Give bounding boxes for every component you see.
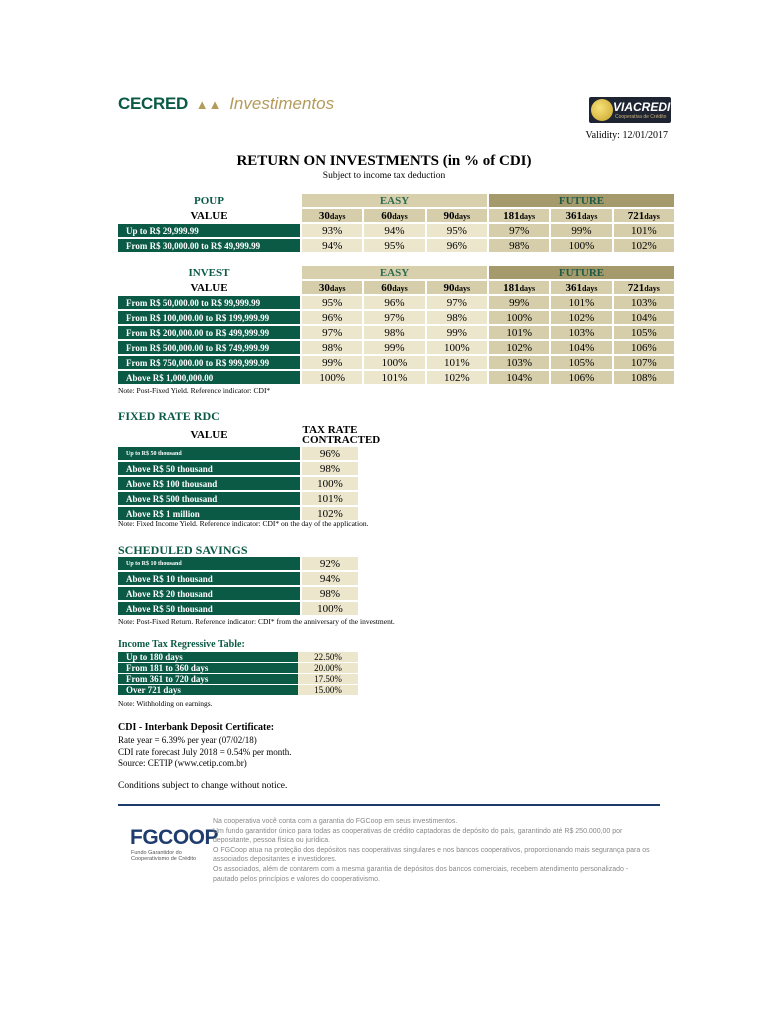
invest-rate-cell: 99%	[302, 356, 362, 369]
invest-future-header: FUTURE	[489, 266, 674, 279]
invest-rate-cell: 104%	[614, 311, 674, 324]
poup-rate-cell: 102%	[614, 239, 674, 252]
viacredi-wordmark: VIACREDI	[613, 100, 671, 114]
fgcoop-logo-subtitle: Fundo Garantidor do Cooperativismo de Crédito	[131, 850, 197, 862]
scheduled-row	[118, 602, 358, 615]
column-header-90-days: 90days	[427, 209, 487, 222]
invest-value-label: VALUE	[190, 281, 228, 294]
invest-row-label: From R$ 50,000.00 to R$ 99,999.99	[118, 296, 300, 309]
scheduled-rate-cell: 100%	[302, 602, 358, 615]
poup-rate-cell: 101%	[614, 224, 674, 237]
fixed-rate-cell: 100%	[302, 477, 358, 490]
invest-row-label: From R$ 750,000.00 to R$ 999,999.99	[118, 356, 300, 369]
column-header-unit: days	[644, 283, 660, 293]
fgcoop-paragraph-4: Os associados, além de contarem com a mesma garantia de depósitos dos bancos comerciais, recebem atendimento personalizado - pautado pelos princípios e valores do cooperativismo.	[213, 865, 629, 883]
scheduled-note: Note: Post-Fixed Return. Reference indicator: CDI* from the anniversary of the investment.	[118, 617, 395, 626]
column-header-361-days: 361days	[551, 281, 611, 294]
fixed-row-label: Above R$ 100 thousand	[118, 477, 300, 490]
viacredi-logo	[589, 97, 671, 123]
invest-rate-cell: 95%	[302, 296, 362, 309]
fixed-value-label: VALUE	[190, 429, 228, 441]
invest-rate-cell: 102%	[551, 311, 611, 324]
scheduled-row-label: Above R$ 20 thousand	[118, 587, 300, 600]
tax-rate-cell: 15.00%	[298, 685, 358, 695]
column-header-unit: days	[644, 211, 660, 221]
column-header-unit: days	[581, 211, 598, 221]
fgcoop-paragraph-2: Um fundo garantidor único para todas as cooperativas de crédito captadoras de depósito do país, garantindo até R$ 250.000,00 por depositante, pessoa física ou jurídica.	[213, 827, 623, 845]
fixed-rate-table	[116, 423, 381, 522]
column-header-60-days: 60days	[364, 209, 424, 222]
invest-rate-cell: 102%	[489, 341, 549, 354]
column-header-60-days: 60days	[364, 281, 424, 294]
tax-row-label: From 361 to 720 days	[118, 674, 298, 684]
fixed-row-label: Above R$ 1 million	[118, 507, 300, 520]
fixed-rate-cell: 101%	[302, 492, 358, 505]
tax-rate-cell: 20.00%	[298, 663, 358, 673]
poup-rate-cell: 99%	[551, 224, 611, 237]
fixed-row	[118, 492, 358, 505]
invest-row	[118, 341, 674, 354]
column-header-unit: days	[329, 211, 346, 221]
poup-value-label: VALUE	[190, 209, 228, 222]
invest-row	[118, 371, 674, 384]
fixed-row-label: Above R$ 500 thousand	[118, 492, 300, 505]
poup-future-header: FUTURE	[489, 194, 674, 207]
fixed-rate-cell: 98%	[302, 462, 358, 475]
cdi-title: CDI - Interbank Deposit Certificate:	[118, 722, 275, 733]
fixed-row	[118, 462, 358, 475]
column-header-361-days: 361days	[551, 209, 611, 222]
invest-rate-cell: 97%	[302, 326, 362, 339]
invest-rate-cell: 106%	[551, 371, 611, 384]
invest-rate-cell: 100%	[364, 356, 424, 369]
invest-rate-cell: 108%	[614, 371, 674, 384]
invest-title: INVEST	[188, 266, 230, 279]
poup-rate-cell: 100%	[551, 239, 611, 252]
footer-divider	[118, 804, 660, 806]
invest-rate-cell: 100%	[489, 311, 549, 324]
invest-rate-cell: 99%	[364, 341, 424, 354]
poup-rate-cell: 94%	[364, 224, 424, 237]
invest-row-label: From R$ 200,000.00 to R$ 499,999.99	[118, 326, 300, 339]
invest-rate-cell: 107%	[614, 356, 674, 369]
page-title: RETURN ON INVESTMENTS (in % of CDI)	[236, 153, 532, 169]
poup-rate-cell: 93%	[302, 224, 362, 237]
column-header-unit: days	[581, 283, 598, 293]
tax-row-label: Over 721 days	[118, 685, 298, 695]
invest-rate-cell: 104%	[489, 371, 549, 384]
invest-easy-header: EASY	[302, 266, 487, 279]
cecred-mark-icon: ▲▲	[195, 97, 222, 112]
invest-rate-cell: 100%	[302, 371, 362, 384]
invest-rate-cell: 101%	[427, 356, 487, 369]
poup-easy-header: EASY	[302, 194, 487, 207]
invest-rate-cell: 106%	[614, 341, 674, 354]
fgcoop-logo: FGCOOP	[130, 826, 219, 849]
invest-row-label: Above R$ 1,000,000.00	[118, 371, 300, 384]
page-subtitle: Subject to income tax deduction	[322, 171, 446, 181]
column-header-unit: days	[454, 211, 471, 221]
validity-date: Validity: 12/01/2017	[585, 130, 668, 141]
fgcoop-info	[213, 817, 653, 884]
tax-row	[118, 674, 358, 684]
conditions-text: Conditions subject to change without notice.	[118, 781, 288, 791]
fgcoop-paragraph-3: O FGCoop atua na proteção dos depósitos nas cooperativas singulares e nos bancos cooperativos, proporcionando mais segurança para os associados depositantes e investidores.	[213, 846, 650, 864]
invest-row-label: From R$ 100,000.00 to R$ 199,999.99	[118, 311, 300, 324]
column-header-30-days: 30days	[302, 209, 362, 222]
viacredi-emblem-icon	[591, 99, 613, 121]
column-header-30-days: 30days	[302, 281, 362, 294]
invest-rate-cell: 98%	[427, 311, 487, 324]
invest-rate-cell: 102%	[427, 371, 487, 384]
viacredi-tagline: Cooperativa de Crédito	[615, 114, 667, 120]
tax-row-label: Up to 180 days	[118, 652, 298, 662]
fixed-rate-cell: 102%	[302, 507, 358, 520]
poup-rate-cell: 94%	[302, 239, 362, 252]
tax-row-label: From 181 to 360 days	[118, 663, 298, 673]
invest-rate-cell: 105%	[614, 326, 674, 339]
scheduled-rate-cell: 98%	[302, 587, 358, 600]
invest-table	[116, 264, 676, 386]
column-header-181-days: 181days	[489, 209, 549, 222]
column-header-unit: days	[392, 283, 408, 293]
invest-rate-cell: 103%	[551, 326, 611, 339]
column-header-721-days: 721days	[614, 209, 674, 222]
tax-row	[118, 652, 358, 662]
scheduled-table	[116, 555, 360, 617]
poup-row-label: From R$ 30,000.00 to R$ 49,999.99	[118, 239, 300, 252]
invest-rate-cell: 101%	[364, 371, 424, 384]
column-header-unit: days	[519, 283, 536, 293]
poup-rate-cell: 96%	[427, 239, 487, 252]
poup-row	[118, 239, 674, 252]
cdi-rate-year: Rate year = 6.39% per year (07/02/18)	[118, 735, 257, 745]
tax-rate-cell: 17.50%	[298, 674, 358, 684]
poup-rate-cell: 95%	[427, 224, 487, 237]
scheduled-rate-cell: 94%	[302, 572, 358, 585]
poup-row-label: Up to R$ 29,999.99	[118, 224, 300, 237]
scheduled-row	[118, 557, 358, 570]
column-header-unit: days	[392, 211, 408, 221]
fixed-row	[118, 447, 358, 460]
fgcoop-paragraph-1: Na cooperativa você conta com a garantia do FGCoop em seus investimentos.	[213, 818, 458, 825]
fixed-row-label: Up to R$ 50 thousand	[118, 447, 300, 460]
cdi-source: Source: CETIP (www.cetip.com.br)	[118, 758, 247, 768]
tax-rate-cell: 22.50%	[298, 652, 358, 662]
investimentos-wordmark: Investimentos	[229, 94, 335, 113]
invest-rate-cell: 98%	[302, 341, 362, 354]
invest-rate-cell: 103%	[489, 356, 549, 369]
invest-rate-cell: 96%	[302, 311, 362, 324]
invest-rate-cell: 103%	[614, 296, 674, 309]
fixed-title: FIXED RATE RDC	[118, 409, 220, 423]
column-header-unit: days	[519, 211, 536, 221]
invest-row	[118, 311, 674, 324]
poup-rate-cell: 98%	[489, 239, 549, 252]
scheduled-row	[118, 572, 358, 585]
invest-row	[118, 356, 674, 369]
scheduled-rate-cell: 92%	[302, 557, 358, 570]
fixed-row-label: Above R$ 50 thousand	[118, 462, 300, 475]
scheduled-row-label: Up to R$ 10 thousand	[118, 557, 300, 570]
invest-rate-cell: 101%	[489, 326, 549, 339]
column-header-unit: days	[454, 283, 471, 293]
fixed-rate-label: TAX RATE CONTRACTED	[302, 424, 381, 446]
scheduled-row-label: Above R$ 10 thousand	[118, 572, 300, 585]
column-header-181-days: 181days	[489, 281, 549, 294]
invest-rate-cell: 97%	[364, 311, 424, 324]
scheduled-title: SCHEDULED SAVINGS	[118, 543, 248, 557]
tax-note: Note: Withholding on earnings.	[118, 699, 213, 708]
invest-column-headers	[118, 281, 674, 294]
fixed-row	[118, 477, 358, 490]
invest-rate-cell: 101%	[551, 296, 611, 309]
invest-row-label: From R$ 500,000.00 to R$ 749,999.99	[118, 341, 300, 354]
invest-rate-cell: 96%	[364, 296, 424, 309]
cecred-wordmark: CECRED	[118, 94, 188, 113]
scheduled-row	[118, 587, 358, 600]
invest-rate-cell: 97%	[427, 296, 487, 309]
tax-row	[118, 685, 358, 695]
invest-rate-cell: 104%	[551, 341, 611, 354]
invest-rate-cell: 99%	[489, 296, 549, 309]
tax-row	[118, 663, 358, 673]
column-header-unit: days	[329, 283, 346, 293]
tax-table	[118, 651, 358, 696]
poup-rate-cell: 97%	[489, 224, 549, 237]
poup-table	[116, 192, 676, 254]
tax-title: Income Tax Regressive Table:	[118, 639, 245, 650]
invest-rate-cell: 100%	[427, 341, 487, 354]
poup-column-headers	[118, 209, 674, 222]
column-header-721-days: 721days	[614, 281, 674, 294]
invest-rate-cell: 98%	[364, 326, 424, 339]
poup-rate-cell: 95%	[364, 239, 424, 252]
poup-row	[118, 224, 674, 237]
invest-rate-cell: 99%	[427, 326, 487, 339]
poup-title: POUP	[194, 194, 224, 207]
cdi-forecast: CDI rate forecast July 2018 = 0.54% per month.	[118, 747, 292, 757]
scheduled-row-label: Above R$ 50 thousand	[118, 602, 300, 615]
fixed-note: Note: Fixed Income Yield. Reference indicator: CDI* on the day of the application.	[118, 519, 369, 528]
cecred-logo	[118, 94, 334, 114]
invest-note: Note: Post-Fixed Yield. Reference indicator: CDI*	[118, 386, 271, 395]
invest-rate-cell: 105%	[551, 356, 611, 369]
fixed-rate-cell: 96%	[302, 447, 358, 460]
column-header-90-days: 90days	[427, 281, 487, 294]
invest-row	[118, 326, 674, 339]
invest-row	[118, 296, 674, 309]
